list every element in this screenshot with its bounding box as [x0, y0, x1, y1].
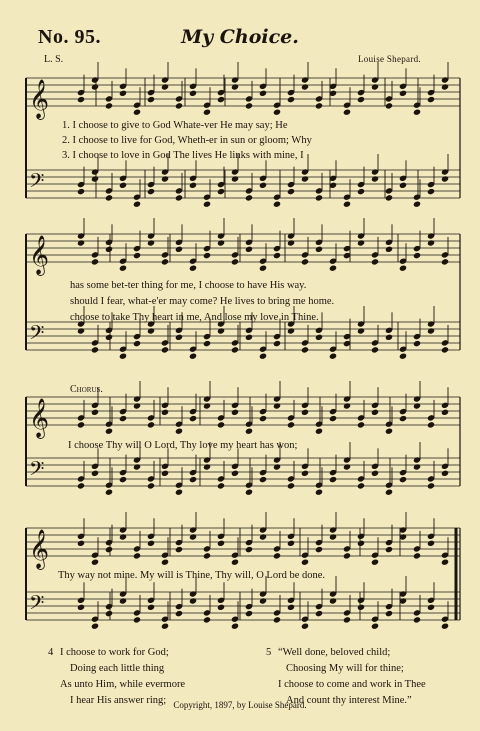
lyric-verse-2: 2. I choose to live for God, Wheth-er in sun or gloom; Why: [62, 135, 312, 146]
stanza-line: Doing each little thing: [70, 663, 165, 674]
lyric-verse-1: has some bet-ter thing for me, I choose to have His way.: [70, 280, 307, 291]
stanza-line: As unto Him, while evermore: [60, 679, 186, 690]
stanza-line: Choosing My will for thine;: [286, 663, 404, 674]
lyric-verse-3: 3. I choose to love in God The lives He links with mine, I: [62, 150, 304, 161]
stanza-line: And count thy interest Mine.”: [286, 695, 412, 706]
stanza-line: I hear His answer ring;: [70, 695, 167, 706]
hymn-number: No. 95.: [38, 26, 101, 48]
stanza-number: 5: [266, 647, 272, 658]
author-credit: Louise Shepard.: [358, 54, 421, 64]
svg-text:𝄞: 𝄞: [29, 398, 50, 438]
svg-text:𝄞: 𝄞: [29, 235, 50, 275]
svg-text:𝄢: 𝄢: [29, 321, 45, 349]
lyric-verse-3: choose to take Thy heart in me, And lose my love in Thine.: [70, 312, 319, 323]
svg-text:𝄞: 𝄞: [29, 79, 50, 119]
stanza-line: I choose to work for God;: [60, 647, 169, 658]
copyright-notice: Copyright, 1897, by Louise Shepard.: [173, 700, 307, 710]
stanza-number: 4: [48, 647, 54, 658]
stanza-line: I choose to come and work in Thee: [278, 679, 426, 690]
stanza-line: “Well done, beloved child;: [278, 647, 391, 658]
chorus-lyric: Thy way not mine. My will is Thine, Thy will, O Lord be done.: [58, 570, 326, 581]
lyric-verse-1: 1. I choose to give to God Whate-ver He may say; He: [62, 120, 288, 131]
svg-text:𝄢: 𝄢: [29, 169, 45, 197]
svg-text:𝄞: 𝄞: [29, 529, 50, 569]
svg-text:𝄢: 𝄢: [29, 591, 45, 619]
meter-label: L. S.: [44, 54, 64, 65]
chorus-label: Chorus.: [70, 384, 103, 395]
chorus-lyric: I choose Thy will O Lord, Thy love my heart has won;: [68, 440, 298, 451]
lyric-verse-2: should I fear, what-e'er may come? He lives to bring me home.: [70, 296, 335, 307]
svg-text:𝄢: 𝄢: [29, 457, 45, 485]
hymn-title: My Choice.: [181, 26, 299, 48]
